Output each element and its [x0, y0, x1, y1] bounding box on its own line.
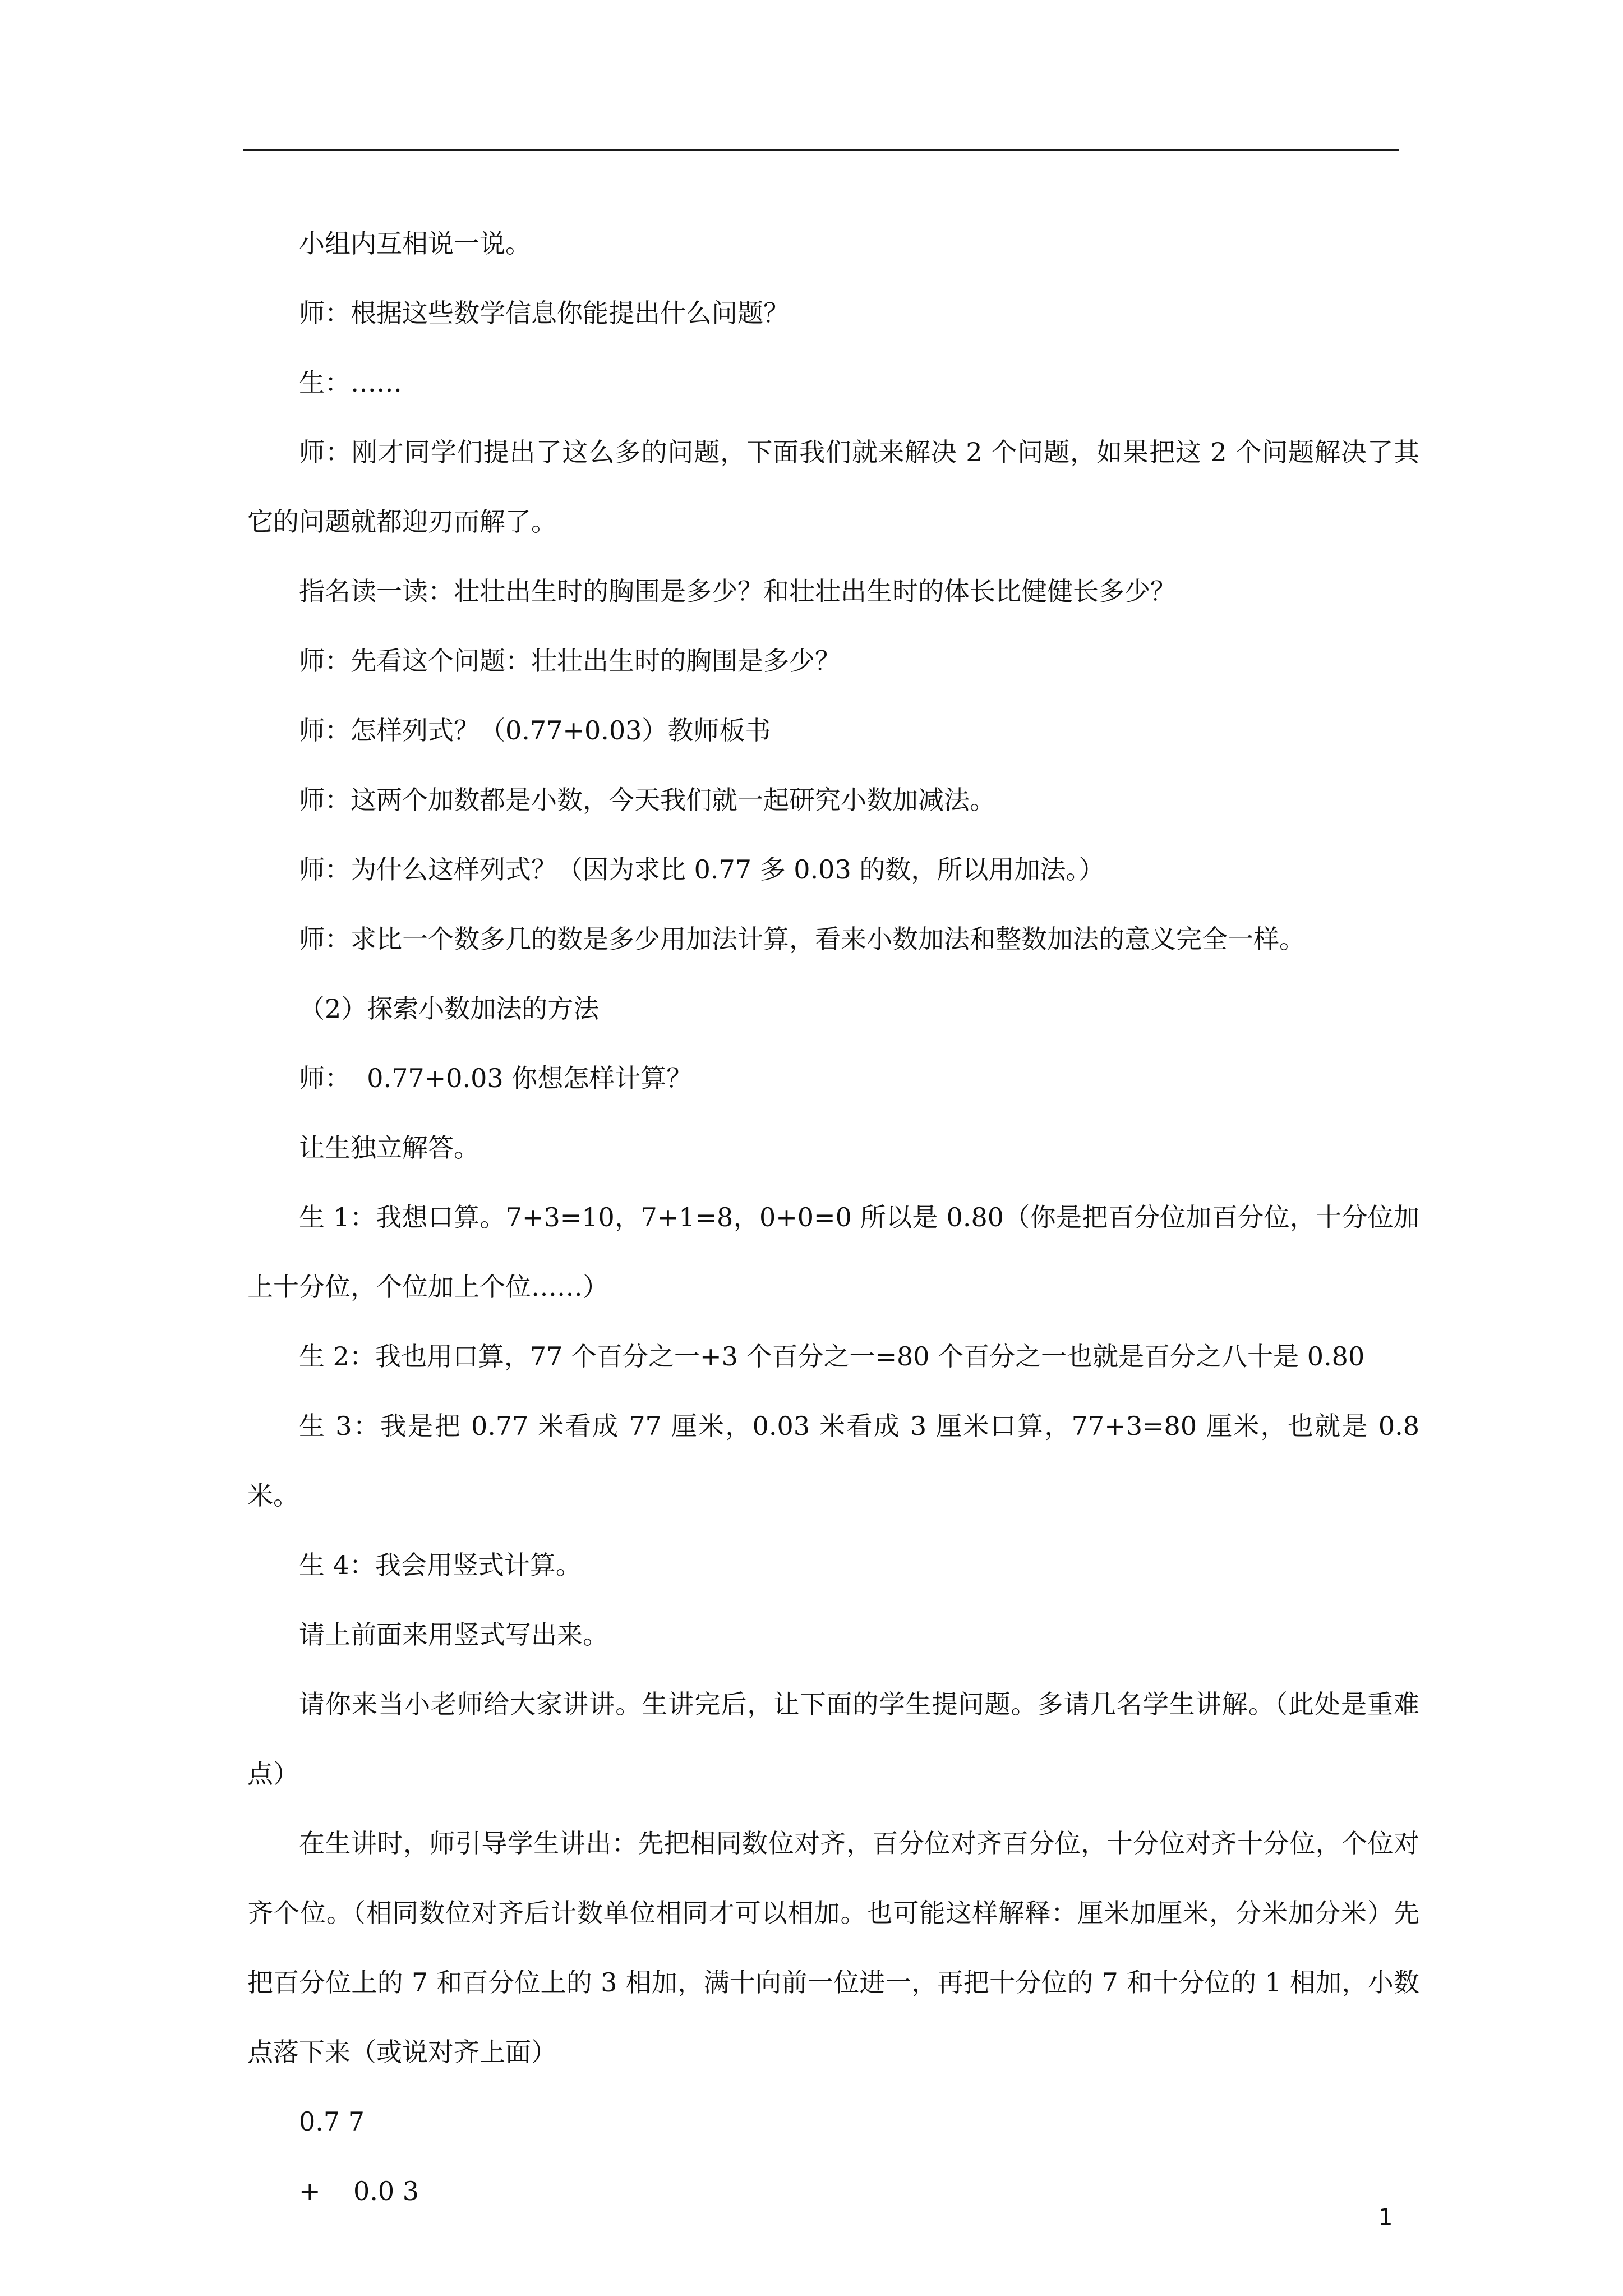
- paragraph: 师：先看这个问题：壮壮出生时的胸围是多少？: [299, 646, 841, 676]
- document-body: [247, 209, 1428, 2226]
- paragraph: 师：这两个加数都是小数，今天我们就一起研究小数加减法。: [299, 785, 995, 815]
- paragraph: 请上前面来用竖式写出来。: [299, 1619, 608, 1650]
- page-number: 1: [1378, 2205, 1393, 2230]
- paragraph: 生 4：我会用竖式计算。: [299, 1550, 582, 1580]
- paragraph: 生 2：我也用口算，77 个百分之一+3 个百分之一=80 个百分之一也就是百分之八十是 0.80: [299, 1341, 1365, 1372]
- paragraph: 生：……: [299, 367, 402, 398]
- vertical-calc-line: 0.7 7: [299, 2106, 365, 2137]
- paragraph: 师：刚才同学们提出了这么多的问题，下面我们就来解决 2 个问题，如果把这 2 个问题解决了其它的问题就都迎刃而解了。: [247, 437, 1419, 537]
- vertical-calc-line: + 0.0 3: [299, 2176, 419, 2206]
- paragraph: 师：为什么这样列式？（因为求比 0.77 多 0.03 的数，所以用加法。）: [299, 854, 1105, 885]
- paragraph: 让生独立解答。: [299, 1133, 479, 1163]
- paragraph: 师：根据这些数学信息你能提出什么问题？: [299, 298, 789, 328]
- paragraph: 生 3：我是把 0.77 米看成 77 厘米，0.03 米看成 3 厘米口算，77+3=80 厘米，也就是 0.8 米。: [247, 1411, 1428, 1511]
- paragraph: 师： 0.77+0.03 你想怎样计算？: [299, 1063, 693, 1093]
- header-rule: [243, 149, 1399, 151]
- paragraph: 生 1：我想口算。7+3=10，7+1=8，0+0=0 所以是 0.80（你是把百分位加百分位，十分位加上十分位，个位加上个位……）: [247, 1202, 1419, 1302]
- section-heading: （2）探索小数加法的方法: [299, 993, 600, 1024]
- paragraph: 小组内互相说一说。: [299, 228, 531, 259]
- paragraph: 请你来当小老师给大家讲讲。生讲完后，让下面的学生提问题。多请几名学生讲解。（此处是重难点）: [247, 1689, 1419, 1789]
- paragraph: 在生讲时，师引导学生讲出：先把相同数位对齐，百分位对齐百分位，十分位对齐十分位，个位对齐个位。（相同数位对齐后计数单位相同才可以相加。也可能这样解释：厘米加厘米，分米加分米）先把百分位上的 7 和百分位上的 3 相加，满十向前一位进一，再把十分位的 7 和十分位的 1 相加，小数点落下来（或说对齐上面）: [247, 1828, 1419, 2067]
- paragraph: 师：怎样列式？（0.77+0.03）教师板书: [299, 715, 771, 746]
- paragraph: 师：求比一个数多几的数是多少用加法计算，看来小数加法和整数加法的意义完全一样。: [299, 924, 1305, 954]
- paragraph: 指名读一读：壮壮出生时的胸围是多少？和壮壮出生时的体长比健健长多少？: [299, 576, 1176, 606]
